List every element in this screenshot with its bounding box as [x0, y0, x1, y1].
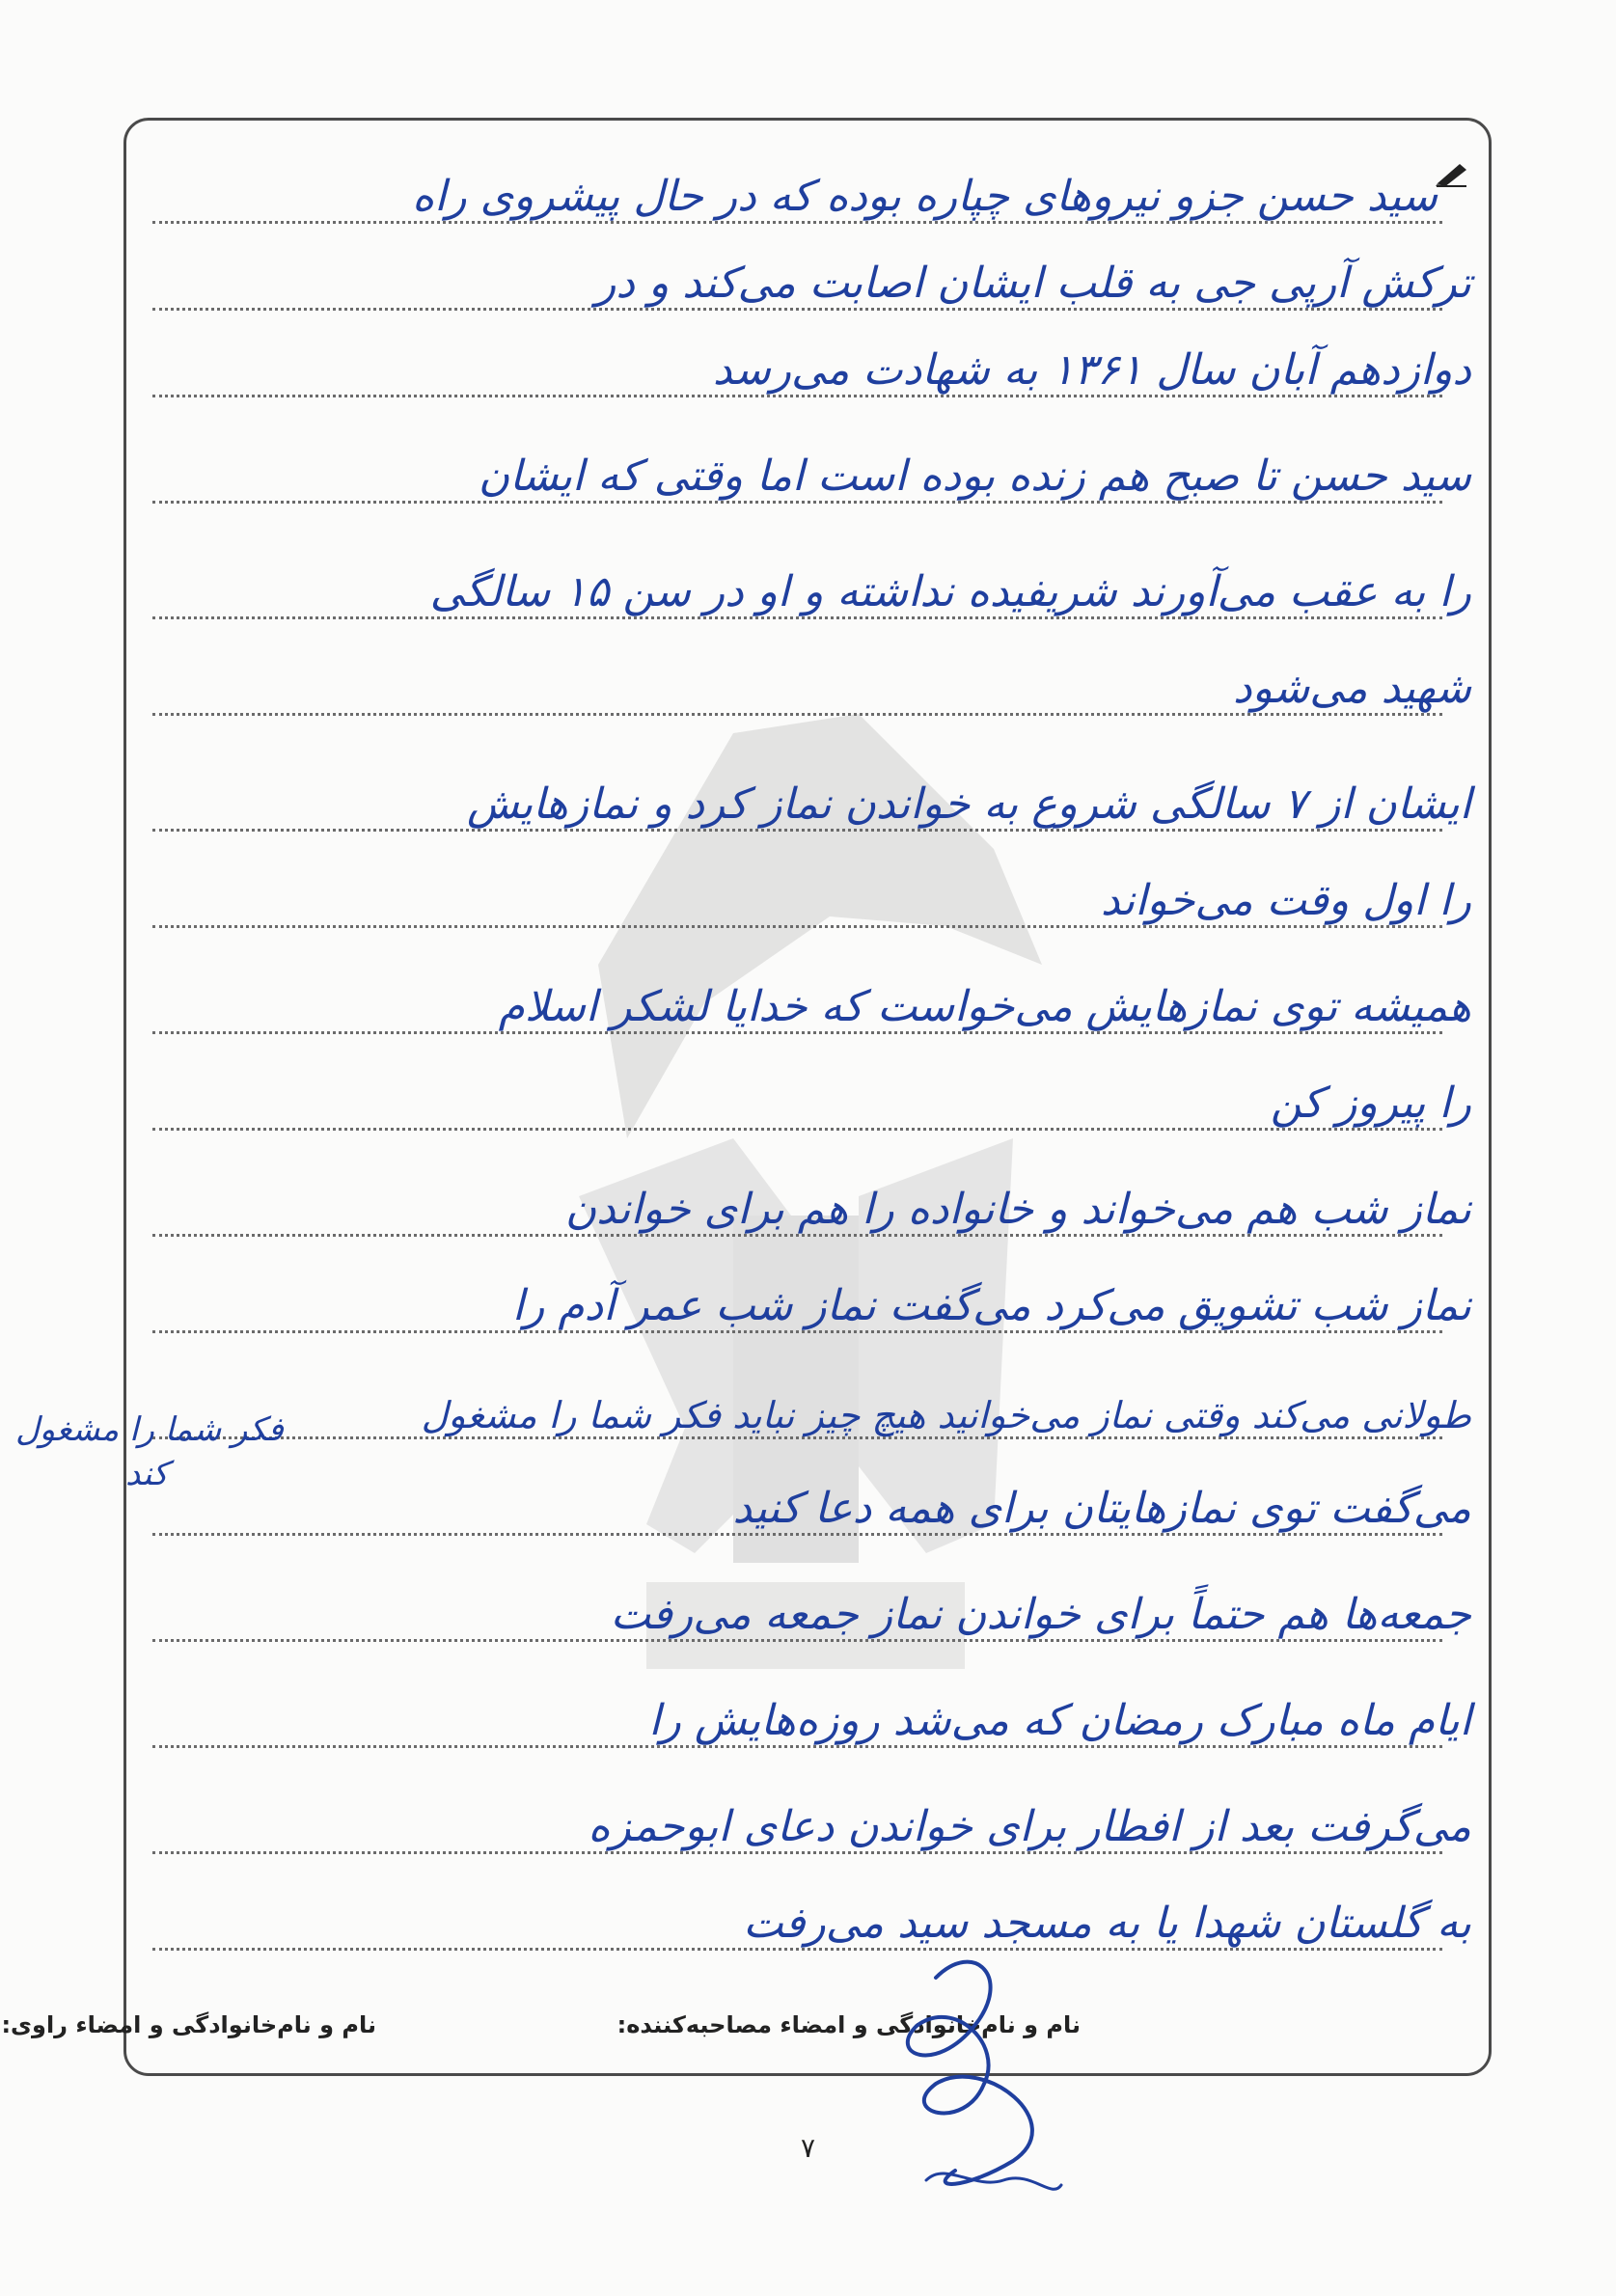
line-row — [0, 658, 1616, 716]
handwritten-line: همیشه توی نمازهایش می‌خواست که خدایا لشکر اسلام — [498, 982, 1471, 1031]
dotted-rule — [152, 1436, 1442, 1439]
dotted-rule — [152, 925, 1442, 928]
handwritten-line: جمعه‌ها هم حتماً برای خواندن نماز جمعه می‌رفت — [610, 1590, 1471, 1639]
line-row — [0, 1796, 1616, 1854]
handwritten-line: را به عقب می‌آورند شریفیده نداشته و او در سن ۱۵ سالگی — [429, 567, 1471, 616]
line-row — [0, 561, 1616, 619]
handwritten-line: نماز شب هم می‌خواند و خانواده را هم برای خواندن — [564, 1185, 1471, 1234]
handwritten-line: ایام ماه مبارک رمضان که می‌شد روزه‌هایش را — [648, 1696, 1471, 1745]
line-row — [0, 1893, 1616, 1951]
line-row — [0, 1179, 1616, 1237]
dotted-rule — [152, 1234, 1442, 1237]
dotted-rule — [152, 1745, 1442, 1748]
line-row — [0, 1690, 1616, 1748]
dotted-rule — [152, 501, 1442, 504]
line-row — [0, 340, 1616, 397]
dotted-rule — [152, 1031, 1442, 1034]
line-row — [0, 1073, 1616, 1131]
handwritten-line: دوازدهم آبان سال ۱۳۶۱ به شهادت می‌رسد — [712, 345, 1471, 395]
margin-note: فکر شما را مشغول — [15, 1410, 284, 1449]
handwritten-line: سید حسن تا صبح هم زنده بوده است اما وقتی که ایشان — [478, 451, 1471, 501]
dotted-rule — [152, 616, 1442, 619]
dotted-rule — [152, 1128, 1442, 1131]
handwritten-line: سید حسن جزو نیروهای چپاره بوده که در حال پیشروی راه — [412, 172, 1438, 221]
line-row — [0, 1275, 1616, 1333]
line-row — [0, 1478, 1616, 1536]
dotted-rule — [152, 1948, 1442, 1951]
handwritten-line: می‌گفت توی نمازهایتان برای همه دعا کنید — [732, 1484, 1471, 1533]
dotted-rule — [152, 308, 1442, 311]
line-row — [0, 774, 1616, 832]
handwritten-line: طولانی می‌کند وقتی نماز می‌خوانید هیچ چیز نباید فکر شما را مشغول — [421, 1394, 1471, 1436]
handwritten-line: ترکش آرپی جی به قلب ایشان اصابت می‌کند و در — [595, 259, 1471, 308]
handwritten-line: را پیروز کن — [1270, 1079, 1471, 1128]
line-row — [0, 1584, 1616, 1642]
dotted-rule — [152, 395, 1442, 397]
dotted-rule — [152, 713, 1442, 716]
handwritten-line: ایشان از ۷ سالگی شروع به خواندن نماز کرد و نمازهایش — [466, 779, 1471, 829]
page-number: ۷ — [800, 2132, 816, 2164]
dotted-rule — [152, 221, 1442, 224]
line-row — [0, 253, 1616, 311]
line-row — [0, 446, 1616, 504]
handwritten-line: را اول وقت می‌خواند — [1100, 876, 1471, 925]
dotted-rule — [152, 1533, 1442, 1536]
signature — [868, 1939, 1100, 2219]
line-row — [0, 870, 1616, 928]
handwritten-line: می‌گرفت بعد از افطار برای خواندن دعای ابوحمزه — [588, 1802, 1471, 1851]
handwritten-line: به گلستان شهدا یا به مسجد سید می‌رفت — [743, 1899, 1471, 1948]
dotted-rule — [152, 1330, 1442, 1333]
line-row — [0, 166, 1616, 224]
interviewer-signature-label: نام و نام‌خانوادگی و امضاء مصاحبه‌کننده: — [616, 2011, 1081, 2038]
narrator-signature-label: نام و نام‌خانوادگی و امضاء راوی: — [1, 2011, 376, 2038]
dotted-rule — [152, 829, 1442, 832]
dotted-rule — [152, 1639, 1442, 1642]
line-row — [0, 976, 1616, 1034]
dotted-rule — [152, 1851, 1442, 1854]
handwritten-line: شهید می‌شود — [1233, 664, 1471, 713]
margin-note: کند — [125, 1455, 169, 1493]
handwritten-line: نماز شب تشویق می‌کرد می‌گفت نماز شب عمر آدم را — [511, 1281, 1471, 1330]
